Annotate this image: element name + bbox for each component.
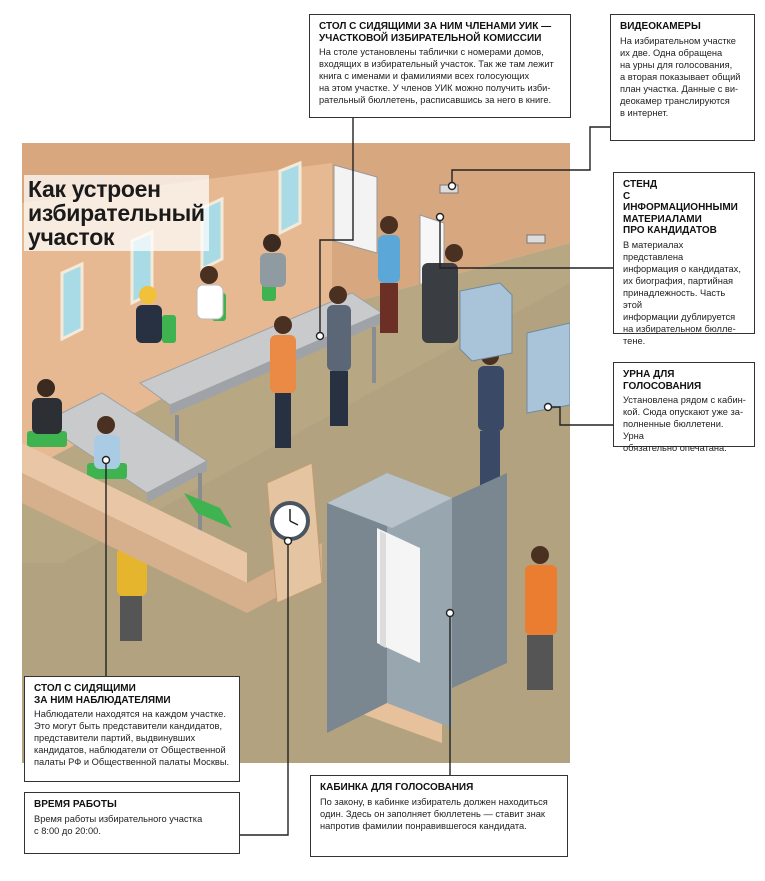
title-line-2: избирательный — [28, 200, 205, 226]
callout-info-stand — [613, 172, 755, 346]
callout-cameras — [610, 14, 755, 141]
callout-observers-table-heading: СТОЛ С СИДЯЩИМИ ЗА НИМ НАБЛЮДАТЕЛЯМИ — [34, 683, 171, 706]
callout-cameras-heading: ВИДЕОКАМЕРЫ — [620, 21, 701, 32]
callout-working-hours-heading: ВРЕМЯ РАБОТЫ — [34, 799, 117, 810]
callout-observers-table — [24, 676, 240, 782]
title-line-1: Как устроен — [28, 176, 161, 202]
callout-info-stand-text: В материалах представлена информация о кандидатах, их биография, партийная принадлежность. Часть этой информации дублируется на избирательном бюлле- тене. — [623, 239, 741, 346]
callout-observers-table-text: Наблюдатели находятся на каждом участке. Это могут быть представители кандидатов, представители партий, выдвинувших кандидатов, наблюдатели от Общественной палаты РФ и Общественной палаты Москвы. — [34, 709, 230, 767]
callout-info-stand-heading: СТЕНД С ИНФОРМАЦИОННЫМИ МАТЕРИАЛАМИ ПРО КАНДИДАТОВ — [623, 179, 738, 236]
callout-commission-table — [309, 14, 571, 118]
callout-working-hours-text: Время работы избирательного участка с 8:00 до 20:00. — [34, 813, 203, 836]
callout-ballot-box-heading: УРНА ДЛЯ ГОЛОСОВАНИЯ — [623, 369, 702, 392]
callout-cameras-text: На избирательном участке их две. Одна обращена на урны для голосования, а вторая показывает общий план участка. Данные с ви- деокамер транслируются в интернет. — [620, 35, 741, 118]
callout-working-hours — [24, 792, 240, 854]
callout-voting-booth-text: По закону, в кабинке избиратель должен находиться один. Здесь он заполняет бюллетень — ставит знак напротив фамилии понравившегося кандидата. — [320, 796, 548, 831]
callout-ballot-box — [613, 362, 755, 453]
callout-ballot-box-text: Установлена рядом с кабин- кой. Сюда опускают уже за- полненные бюллетени. Урна обязательно опечатана. — [623, 395, 746, 453]
callout-commission-table-text: На столе установлены таблички с номерами домов, входящих в избирательный участок. Так же там лежит книга с именами и фамилиями всех голосующих на этом участке. У членов УИК можно получить изби- рательный бюллетень, расписавшись за него в книге. — [319, 47, 554, 105]
title-line-3: участок — [28, 224, 115, 250]
callout-voting-booth-heading: КАБИНКА ДЛЯ ГОЛОСОВАНИЯ — [320, 782, 474, 793]
callout-voting-booth — [310, 775, 568, 857]
callout-commission-table-heading: СТОЛ С СИДЯЩИМИ ЗА НИМ ЧЛЕНАМИ УИК — УЧАСТКОВОЙ ИЗБИРАТЕЛЬНОЙ КОМИССИИ — [319, 21, 552, 44]
